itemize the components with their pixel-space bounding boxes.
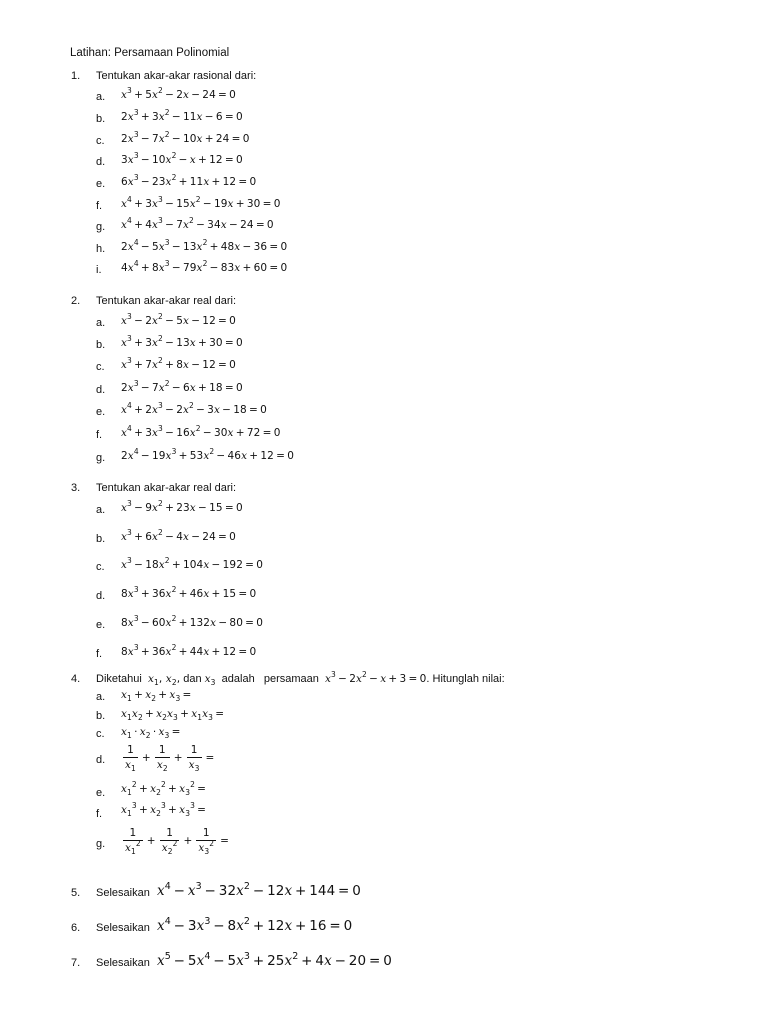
question-7-equation: $x^5 - 5x^4 - 5x^3 + 25x^2 + 4x - 20 = 0$ — [157, 951, 392, 969]
q3-equation-a: $x^3 - 9x^2 + 23x - 15 = 0$ — [121, 499, 243, 514]
question-4-text — [96, 670, 505, 687]
question-5-equation: $x^4 - x^3 - 32x^2 - 12x + 144 = 0$ — [157, 881, 361, 899]
q4-equation-a: $x_1 + x_2 + x_3$ = — [121, 689, 194, 703]
question-6-text: Selesaikan — [96, 922, 150, 934]
q4-equation-e: $x_1^2 + x_2^2 + x_3^2$ = — [121, 780, 209, 797]
question-1-number: 1. — [71, 70, 81, 82]
q1-equation-i: $4x^4 + 8x^3 - 79x^2 - 83x + 60 = 0$ — [121, 259, 288, 274]
q1-label-e: e. — [96, 178, 106, 190]
question-4-prefix: Diketahui — [96, 673, 142, 685]
question-7-number: 7. — [71, 957, 81, 969]
question-2-number: 2. — [71, 295, 81, 307]
q4-label-f: f. — [96, 808, 103, 820]
q2-equation-e: $x^4 + 2x^3 - 2x^2 - 3x - 18 = 0$ — [121, 401, 267, 416]
q1-label-a: a. — [96, 91, 106, 103]
q3-equation-e: $8x^3 - 60x^2 + 132x - 80 = 0$ — [121, 614, 264, 629]
q1-label-c: c. — [96, 135, 105, 147]
question-7-text: Selesaikan — [96, 957, 150, 969]
q2-equation-f: $x^4 + 3x^3 - 16x^2 - 30x + 72 = 0$ — [121, 424, 281, 439]
q3-label-b: b. — [96, 533, 106, 545]
q3-label-d: d. — [96, 590, 106, 602]
q2-label-d: d. — [96, 384, 106, 396]
q4-label-c: c. — [96, 728, 105, 740]
q1-equation-g: $x^4 + 4x^3 - 7x^2 - 34x - 24 = 0$ — [121, 216, 274, 231]
q3-label-f: f. — [96, 648, 103, 660]
question-4-number: 4. — [71, 673, 81, 685]
q1-equation-h: $2x^4 - 5x^3 - 13x^2 + 48x - 36 = 0$ — [121, 238, 288, 253]
q1-equation-a: $x^3 + 5x^2 - 2x - 24 = 0$ — [121, 86, 236, 101]
q1-equation-c: $2x^3 - 7x^2 - 10x + 24 = 0$ — [121, 130, 250, 145]
q4-equation-b: $x_1x_2 + x_2x_3 + x_1x_3$ = — [121, 708, 227, 722]
q3-label-c: c. — [96, 561, 105, 573]
question-3-number: 3. — [71, 482, 81, 494]
fraction: $\frac{1}{x_2}$ — [156, 744, 168, 773]
fraction: $\frac{1}{x_3}$ — [188, 744, 200, 773]
question-4-dan: dan — [183, 673, 202, 685]
fraction: $\frac{1}{x_3^2}$ — [198, 827, 215, 856]
question-4-equation: $x^3 - 2x^2 - x + 3 = 0$ — [325, 670, 427, 685]
worksheet-title: Latihan: Persamaan Polinomial — [70, 47, 230, 59]
q1-label-g: g. — [96, 221, 106, 233]
q1-equation-e: $6x^3 - 23x^2 + 11x + 12 = 0$ — [121, 173, 257, 188]
question-1-text: Tentukan akar-akar rasional dari: — [96, 70, 257, 82]
q4-equation-c: $x_1 \cdot x_2 \cdot x_3$ = — [121, 726, 183, 740]
question-6-equation: $x^4 - 3x^3 - 8x^2 + 12x + 16 = 0$ — [157, 916, 353, 934]
q4-label-a: a. — [96, 691, 106, 703]
q2-equation-a: $x^3 - 2x^2 - 5x - 12 = 0$ — [121, 312, 236, 327]
q4-label-b: b. — [96, 710, 106, 722]
q2-equation-d: $2x^3 - 7x^2 - 6x + 18 = 0$ — [121, 379, 243, 394]
q1-label-d: d. — [96, 156, 106, 168]
q3-label-a: a. — [96, 504, 106, 516]
q4-label-e: e. — [96, 787, 106, 799]
q2-equation-c: $x^3 + 7x^2 + 8x - 12 = 0$ — [121, 356, 236, 371]
q1-equation-b: $2x^3 + 3x^2 - 11x - 6 = 0$ — [121, 108, 243, 123]
q1-label-h: h. — [96, 243, 106, 255]
q1-equation-f: $x^4 + 3x^3 - 15x^2 - 19x + 30 = 0$ — [121, 195, 281, 210]
q4-label-g: g. — [96, 838, 106, 850]
question-5-number: 5. — [71, 887, 81, 899]
question-5-text: Selesaikan — [96, 887, 150, 899]
q2-equation-g: $2x^4 - 19x^3 + 53x^2 - 46x + 12 = 0$ — [121, 447, 295, 462]
q4-equation-f: $x_1^3 + x_2^3 + x_3^3$ = — [121, 801, 209, 818]
q1-label-f: f. — [96, 200, 103, 212]
question-4-roots: $x_1$, $x_2$, — [147, 673, 181, 687]
q2-label-g: g. — [96, 452, 106, 464]
q1-label-i: i. — [96, 264, 102, 276]
q4-label-d: d. — [96, 754, 106, 766]
q4-equation-d: $\frac{1}{x_1}$ + $\frac{1}{x_2}$ + $\frac{1}{x_3}$ = — [125, 744, 215, 773]
q3-label-e: e. — [96, 619, 106, 631]
q4-equation-g: $\frac{1}{x_1^2}$ + $\frac{1}{x_2^2}$ + $\frac{1}{x_3^2}$ = — [125, 827, 230, 856]
q2-equation-b: $x^3 + 3x^2 - 13x + 30 = 0$ — [121, 334, 243, 349]
q2-label-e: e. — [96, 406, 106, 418]
q1-label-b: b. — [96, 113, 106, 125]
question-4-suffix: . Hitunglah nilai: — [426, 673, 505, 685]
fraction: $\frac{1}{x_1}$ — [125, 744, 136, 773]
q2-label-a: a. — [96, 317, 106, 329]
question-2-text: Tentukan akar-akar real dari: — [96, 295, 237, 307]
q3-equation-c: $x^3 - 18x^2 + 104x - 192 = 0$ — [121, 556, 264, 571]
q1-equation-d: $3x^3 - 10x^2 - x + 12 = 0$ — [121, 151, 243, 166]
q3-equation-b: $x^3 + 6x^2 - 4x - 24 = 0$ — [121, 528, 236, 543]
question-4-root3: $x_3$ — [204, 673, 216, 687]
question-6-number: 6. — [71, 922, 81, 934]
q2-label-c: c. — [96, 361, 105, 373]
q2-label-f: f. — [96, 429, 103, 441]
question-3-text: Tentukan akar-akar real dari: — [96, 482, 237, 494]
q3-equation-f: $8x^3 + 36x^2 + 44x + 12 = 0$ — [121, 643, 257, 658]
question-4-middle: adalah persamaan — [221, 673, 319, 685]
q3-equation-d: $8x^3 + 36x^2 + 46x + 15 = 0$ — [121, 585, 257, 600]
q2-label-b: b. — [96, 339, 106, 351]
fraction: $\frac{1}{x_1^2}$ — [125, 827, 141, 856]
fraction: $\frac{1}{x_2^2}$ — [161, 827, 178, 856]
